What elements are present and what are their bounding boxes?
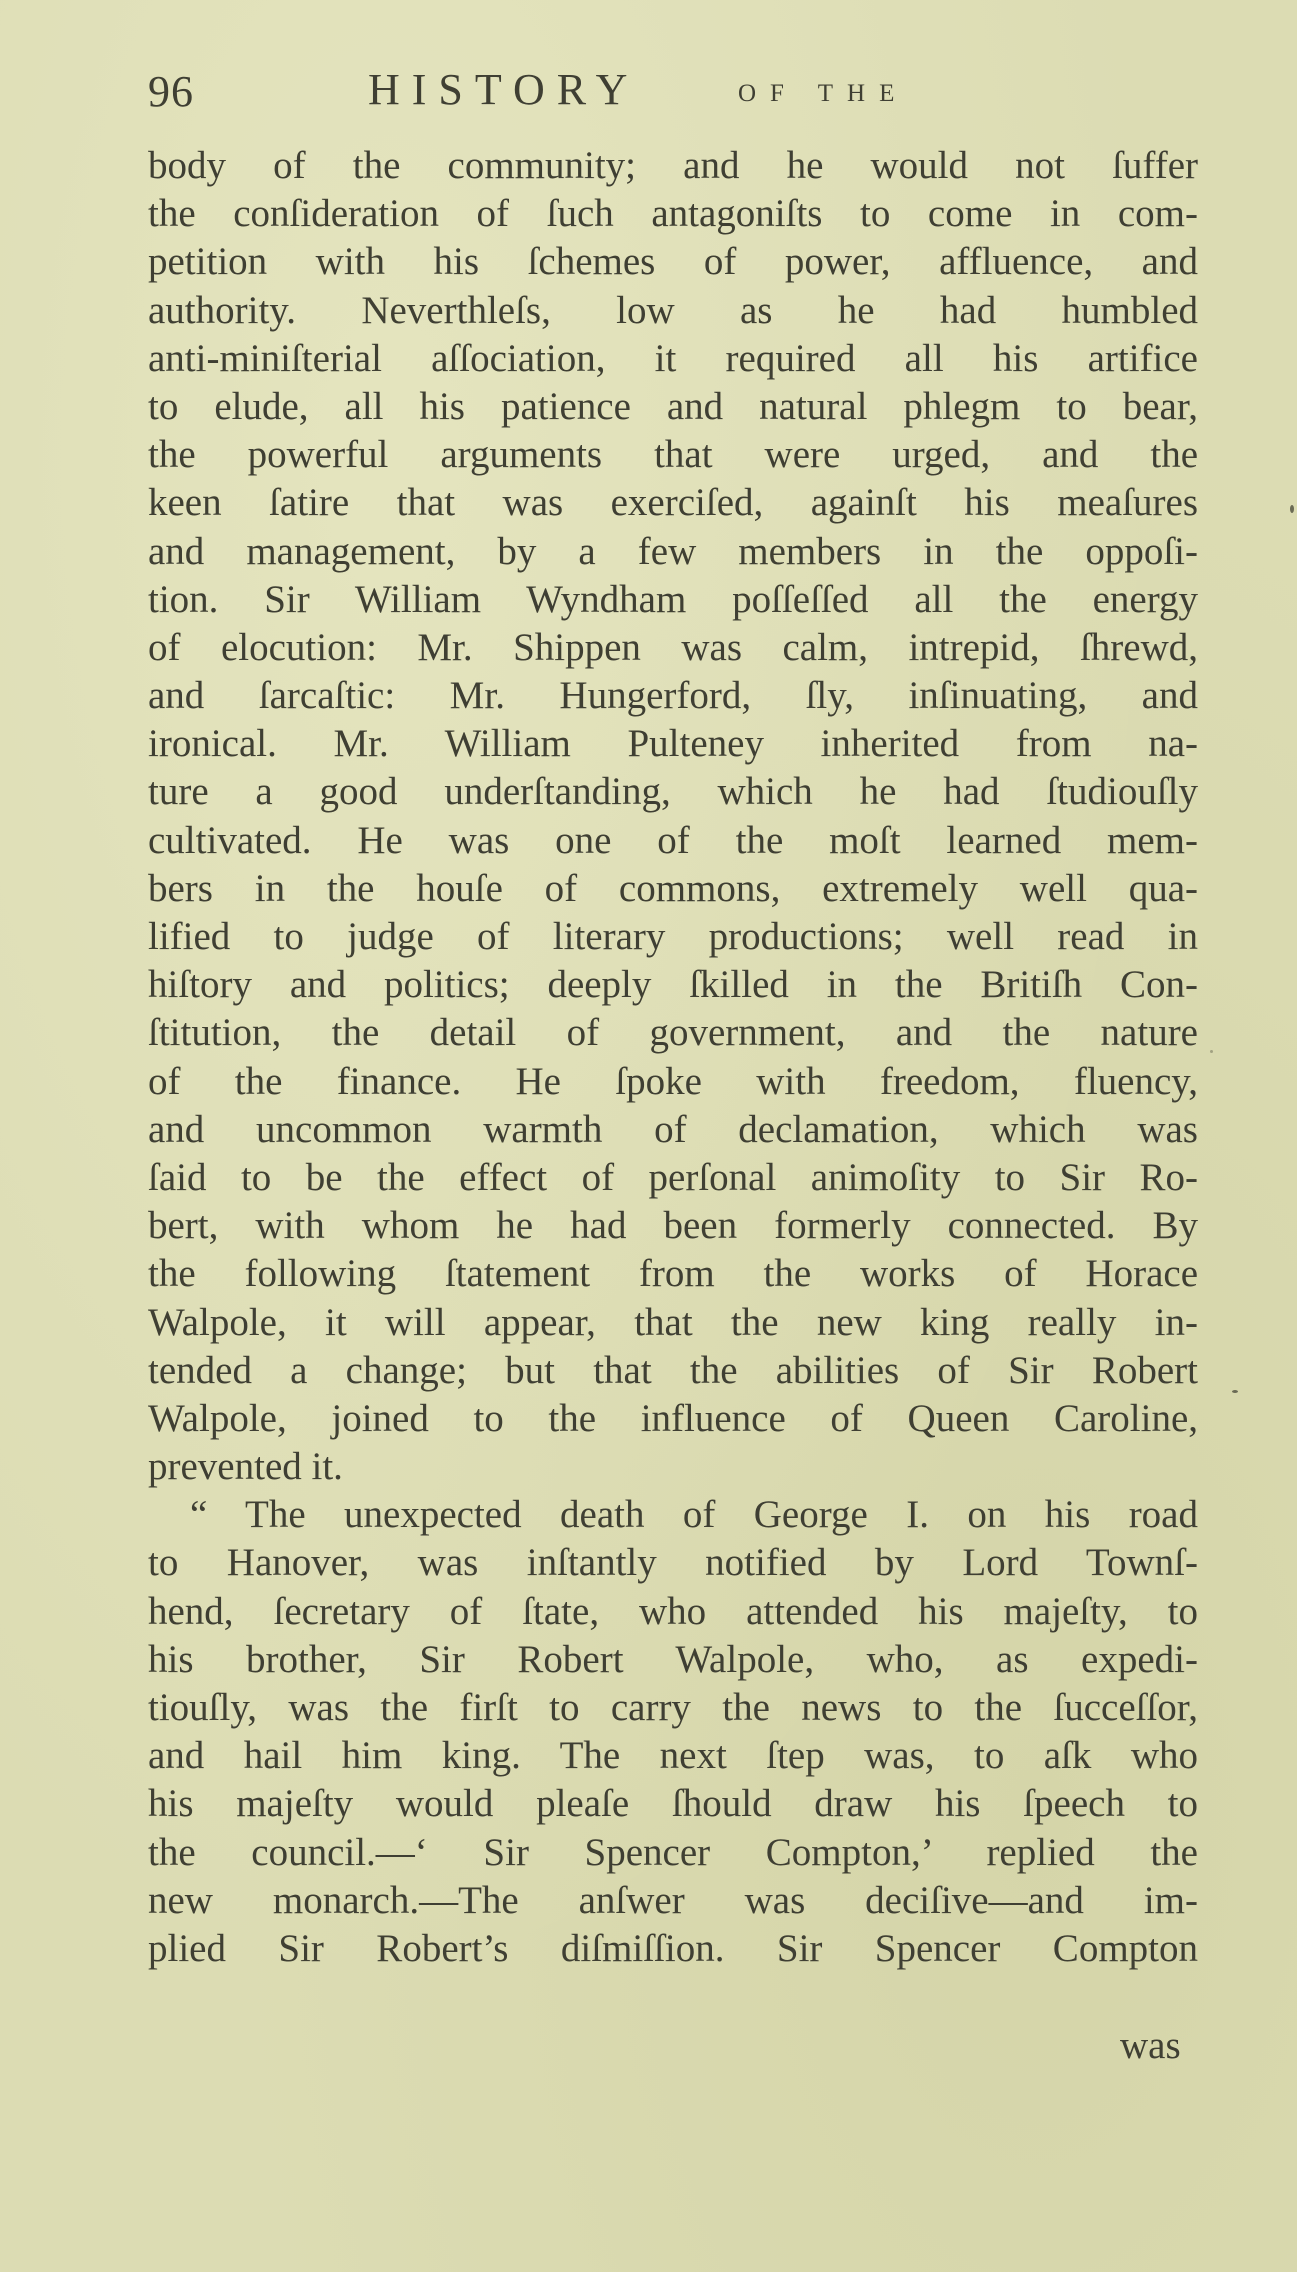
text-line: body of the community; and he would not ſuffer: [148, 144, 1198, 187]
text-line: the council.—‘ Sir Spencer Compton,’ replied the: [148, 1830, 1198, 1874]
text-line: tion. Sir William Wyndham poſſeſſed all the energy: [148, 577, 1198, 621]
text-line: Walpole, joined to the influence of Queen Caroline,: [148, 1396, 1198, 1440]
text-line: keen ſatire that was exerciſed, againſt his meaſures: [148, 481, 1198, 525]
text-line: plied Sir Robert’s diſmiſſion. Sir Spencer Compton: [148, 1926, 1198, 1970]
text-line: the powerful arguments that were urged, and the: [148, 433, 1198, 477]
text-line: prevented it.: [148, 1445, 343, 1489]
paper-speck: [1290, 505, 1294, 513]
paper-speck: [1210, 1050, 1213, 1053]
text-line: the conſideration of ſuch antagoniſts to come in com-: [148, 192, 1198, 236]
text-line: “ The unexpected death of George I. on his road: [190, 1493, 1198, 1537]
text-line: hiſtory and politics; deeply ſkilled in the Britiſh Con-: [148, 963, 1198, 1007]
body-text: [148, 142, 1198, 1973]
text-line: authority. Neverthleſs, low as he had humbled: [148, 288, 1198, 332]
text-line: to elude, all his patience and natural phlegm to bear,: [148, 384, 1198, 428]
running-head: [148, 62, 1198, 132]
text-line: his brother, Sir Robert Walpole, who, as expedi-: [148, 1637, 1198, 1681]
text-line: anti-miniſterial aſſociation, it required all his artifice: [148, 336, 1198, 380]
text-line: ſaid to be the effect of perſonal animoſity to Sir Ro-: [148, 1155, 1198, 1199]
text-line: new monarch.—The anſwer was deciſive—and im-: [148, 1878, 1198, 1922]
text-line: tiouſly, was the firſt to carry the news to the ſucceſſor,: [148, 1686, 1198, 1729]
text-line: Walpole, it will appear, that the new king really in-: [148, 1300, 1198, 1344]
text-line: cultivated. He was one of the moſt learned mem-: [148, 818, 1198, 862]
text-line: bers in the houſe of commons, extremely well qua-: [148, 866, 1198, 910]
text-line: ſtitution, the detail of government, and the nature: [148, 1011, 1198, 1055]
text-line: ture a good underſtanding, which he had ſtudiouſly: [148, 770, 1198, 814]
text-line: his majeſty would pleaſe ſhould draw his ſpeech to: [148, 1782, 1198, 1826]
catchword: was: [1120, 2024, 1181, 2067]
text-line: tended a change; but that the abilities of Sir Robert: [148, 1348, 1198, 1392]
text-line: bert, with whom he had been formerly connected. By: [148, 1204, 1198, 1248]
paper-speck: [1232, 1390, 1238, 1393]
text-line: of the finance. He ſpoke with freedom, fluency,: [148, 1059, 1198, 1103]
text-line: and management, by a few members in the oppoſi-: [148, 529, 1198, 573]
running-head-subtitle: OF THE: [738, 80, 909, 107]
text-line: and hail him king. The next ſtep was, to aſk who: [148, 1734, 1198, 1778]
text-line: the following ſtatement from the works of Horace: [148, 1252, 1198, 1296]
text-line: and uncommon warmth of declamation, which was: [148, 1107, 1198, 1151]
text-line: and ſarcaſtic: Mr. Hungerford, ſly, inſinuating, and: [148, 674, 1198, 718]
text-line: lified to judge of literary productions; well read in: [148, 915, 1198, 958]
page-number: 96: [148, 67, 194, 116]
text-line: petition with his ſchemes of power, affluence, and: [148, 240, 1198, 284]
text-line: of elocution: Mr. Shippen was calm, intrepid, ſhrewd,: [148, 625, 1198, 669]
text-line: ironical. Mr. William Pulteney inherited from na-: [148, 722, 1198, 766]
text-line: to Hanover, was inſtantly notified by Lord Townſ-: [148, 1541, 1198, 1585]
running-head-title: HISTORY: [368, 65, 640, 114]
text-line: hend, ſecretary of ſtate, who attended his majeſty, to: [148, 1589, 1198, 1633]
